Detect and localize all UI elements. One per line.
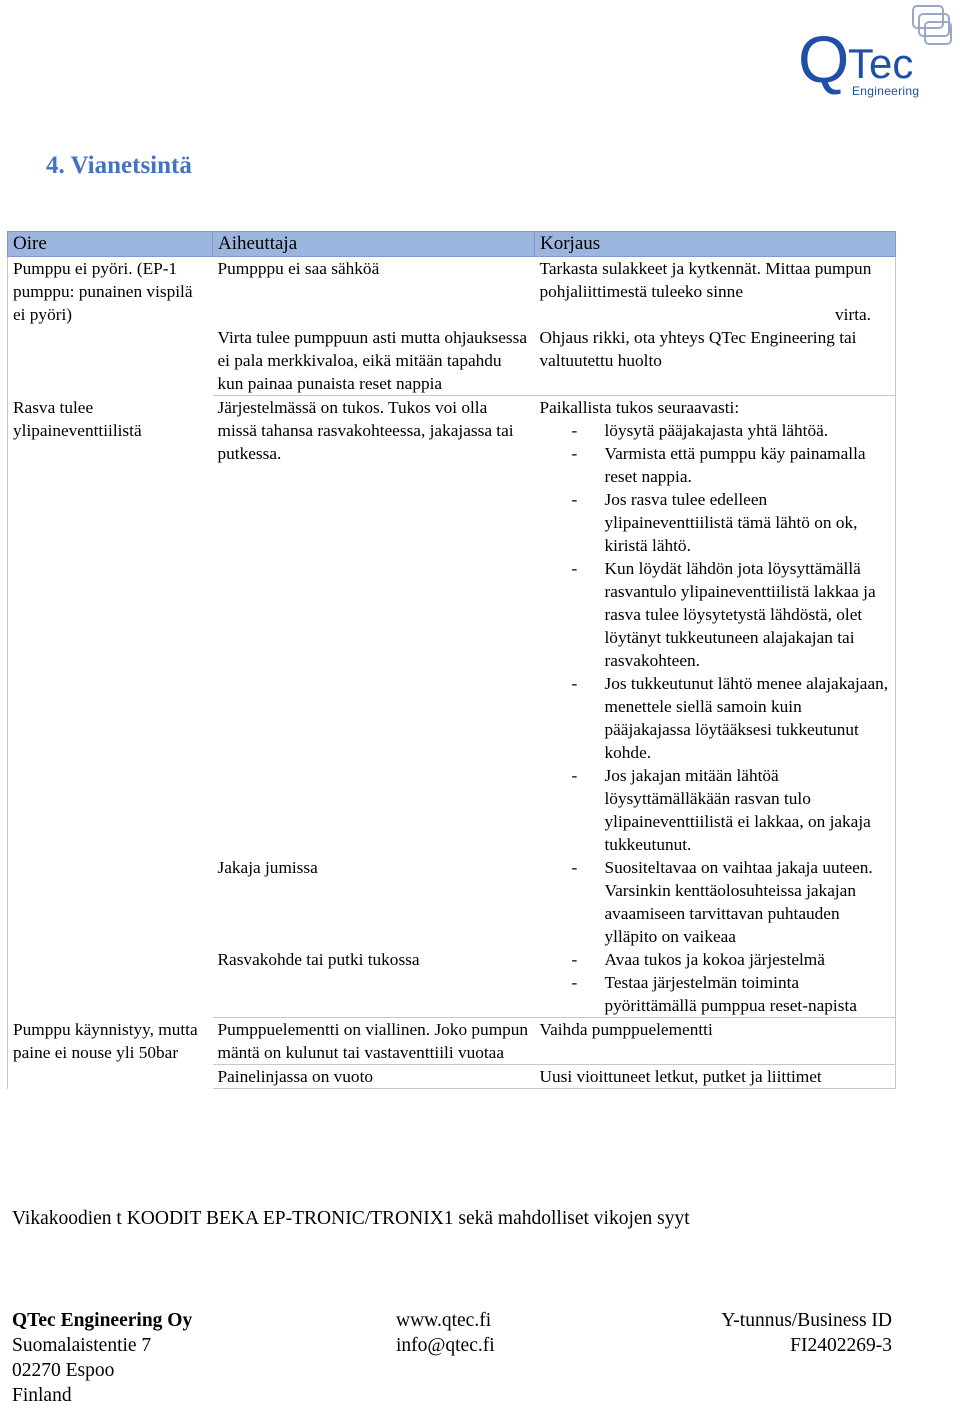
header-cause: Aiheuttaja <box>213 232 535 257</box>
logo-engineering: Engineering <box>852 84 920 98</box>
footer-bid-label: Y-tunnus/Business ID <box>721 1310 892 1331</box>
fix-cell: Vaihda pumppuelementti <box>535 1018 896 1065</box>
fix-intro: Paikallista tukos seuraavasti: <box>539 398 740 417</box>
fix-cell <box>535 396 896 857</box>
cause-cell: Virta tulee pumppuun asti mutta ohjauksessa ei pala merkkivaloa, eikä mitään tapahdu kun painaa punaista reset nappia <box>213 326 535 396</box>
list-item: - Kun löydät lähdön jota löysyttämällä rasvantulo ylipaineventtiilistä lakkaa ja rasva tulee löysytetystä lähdöstä, olet löytänyt tukkeutuneen alajakajan tai rasvakohteen. <box>540 557 892 672</box>
footer-address <box>12 1308 192 1408</box>
footer-business-id <box>700 1308 892 1358</box>
list-item: - Jos tukkeutunut lähtö menee alajakajaan, menettele siellä samoin kuin pääjakajassa löytääksesi tukkeutunut kohde. <box>540 672 892 764</box>
section-heading: 4. Vianetsintä <box>46 152 192 179</box>
cause-cell: Jakaja jumissa <box>217 858 318 877</box>
fix-list <box>540 856 892 948</box>
list-item: - Avaa tukos ja kokoa järjestelmä <box>540 948 892 971</box>
table-row <box>8 396 896 857</box>
troubleshooting-table <box>7 231 896 1089</box>
symptom-cell: Pumppu käynnistyy, mutta paine ei nouse yli 50bar <box>8 1018 213 1089</box>
logo-tec: Tec <box>848 40 914 87</box>
list-item: - Jos rasva tulee edelleen ylipaineventtiilistä tämä lähtö on ok, kiristä lähtö. <box>540 488 892 557</box>
list-item: - Suositeltavaa on vaihtaa jakaja uuteen. Varsinkin kenttäolosuhteissa jakajan avaamiseen tarvittavan puhtauden ylläpito on vaikeaa <box>540 856 892 948</box>
footer-postal: 02270 Espoo <box>12 1360 115 1381</box>
footer-company: QTec Engineering Oy <box>12 1310 193 1331</box>
list-item: - Jos jakajan mitään lähtöä löysyttämälläkään rasvan tulo ylipaineventtiilistä ei lakkaa, on jakaja tukkeutunut. <box>540 764 892 856</box>
table-row <box>8 257 896 327</box>
fix-cell: Ohjaus rikki, ota yhteys QTec Engineering tai valtuutettu huolto <box>535 326 896 396</box>
footer-contact <box>396 1308 495 1358</box>
header-fix: Korjaus <box>535 232 896 257</box>
fix-cell <box>535 257 896 327</box>
list-item: - löysytä pääjakajasta yhtä lähtöä. <box>540 419 892 442</box>
fix-text-tail: virta. <box>835 305 871 324</box>
cause-cell: Rasvakohde tai putki tukossa <box>213 948 535 1018</box>
fix-cell: Uusi vioittuneet letkut, putket ja liittimet <box>535 1065 896 1089</box>
fix-list <box>540 948 892 1017</box>
fix-cell <box>535 948 896 1018</box>
list-item: - Testaa järjestelmän toiminta pyörittämällä pumppua reset-napista <box>540 971 892 1017</box>
logo-q: Q <box>798 22 850 96</box>
cause-cell: Pumppuelementti on viallinen. Joko pumpun mäntä on kulunut tai vastaventtiili vuotaa <box>217 1020 529 1062</box>
table-header-row <box>8 232 896 257</box>
footer-street: Suomalaistentie 7 <box>12 1335 152 1356</box>
cause-cell: Järjestelmässä on tukos. Tukos voi olla missä tahansa rasvakohteessa, jakajassa tai putkessa. <box>217 398 514 463</box>
symptom-cell: Pumppu ei pyöri. (EP-1 pumppu: punainen vispilä ei pyöri) <box>8 257 213 396</box>
footer-country: Finland <box>12 1385 72 1406</box>
fix-cell <box>535 856 896 948</box>
cause-cell: Pumpppu ei saa sähköä <box>217 259 380 278</box>
logo-squares-icon <box>909 4 955 50</box>
footer-email-link[interactable]: info@qtec.fi <box>396 1335 495 1356</box>
company-logo <box>796 4 960 100</box>
list-item: - Varmista että pumppu käy painamalla reset nappia. <box>540 442 892 488</box>
header-symptom: Oire <box>8 232 213 257</box>
cause-cell: Painelinjassa on vuoto <box>213 1065 535 1089</box>
footer-bid-value: FI2402269-3 <box>790 1335 892 1356</box>
table-row <box>8 1018 896 1065</box>
fix-list <box>540 419 892 856</box>
symptom-cell: Rasva tulee ylipaineventtiilistä <box>8 396 213 1018</box>
error-codes-note: Vikakoodien t KOODIT BEKA EP-TRONIC/TRONIX1 sekä mahdolliset vikojen syyt <box>12 1208 690 1229</box>
fix-text: Tarkasta sulakkeet ja kytkennät. Mittaa pumpun pohjaliittimestä tuleeko sinne <box>539 259 872 301</box>
footer-web-link[interactable]: www.qtec.fi <box>396 1310 492 1331</box>
